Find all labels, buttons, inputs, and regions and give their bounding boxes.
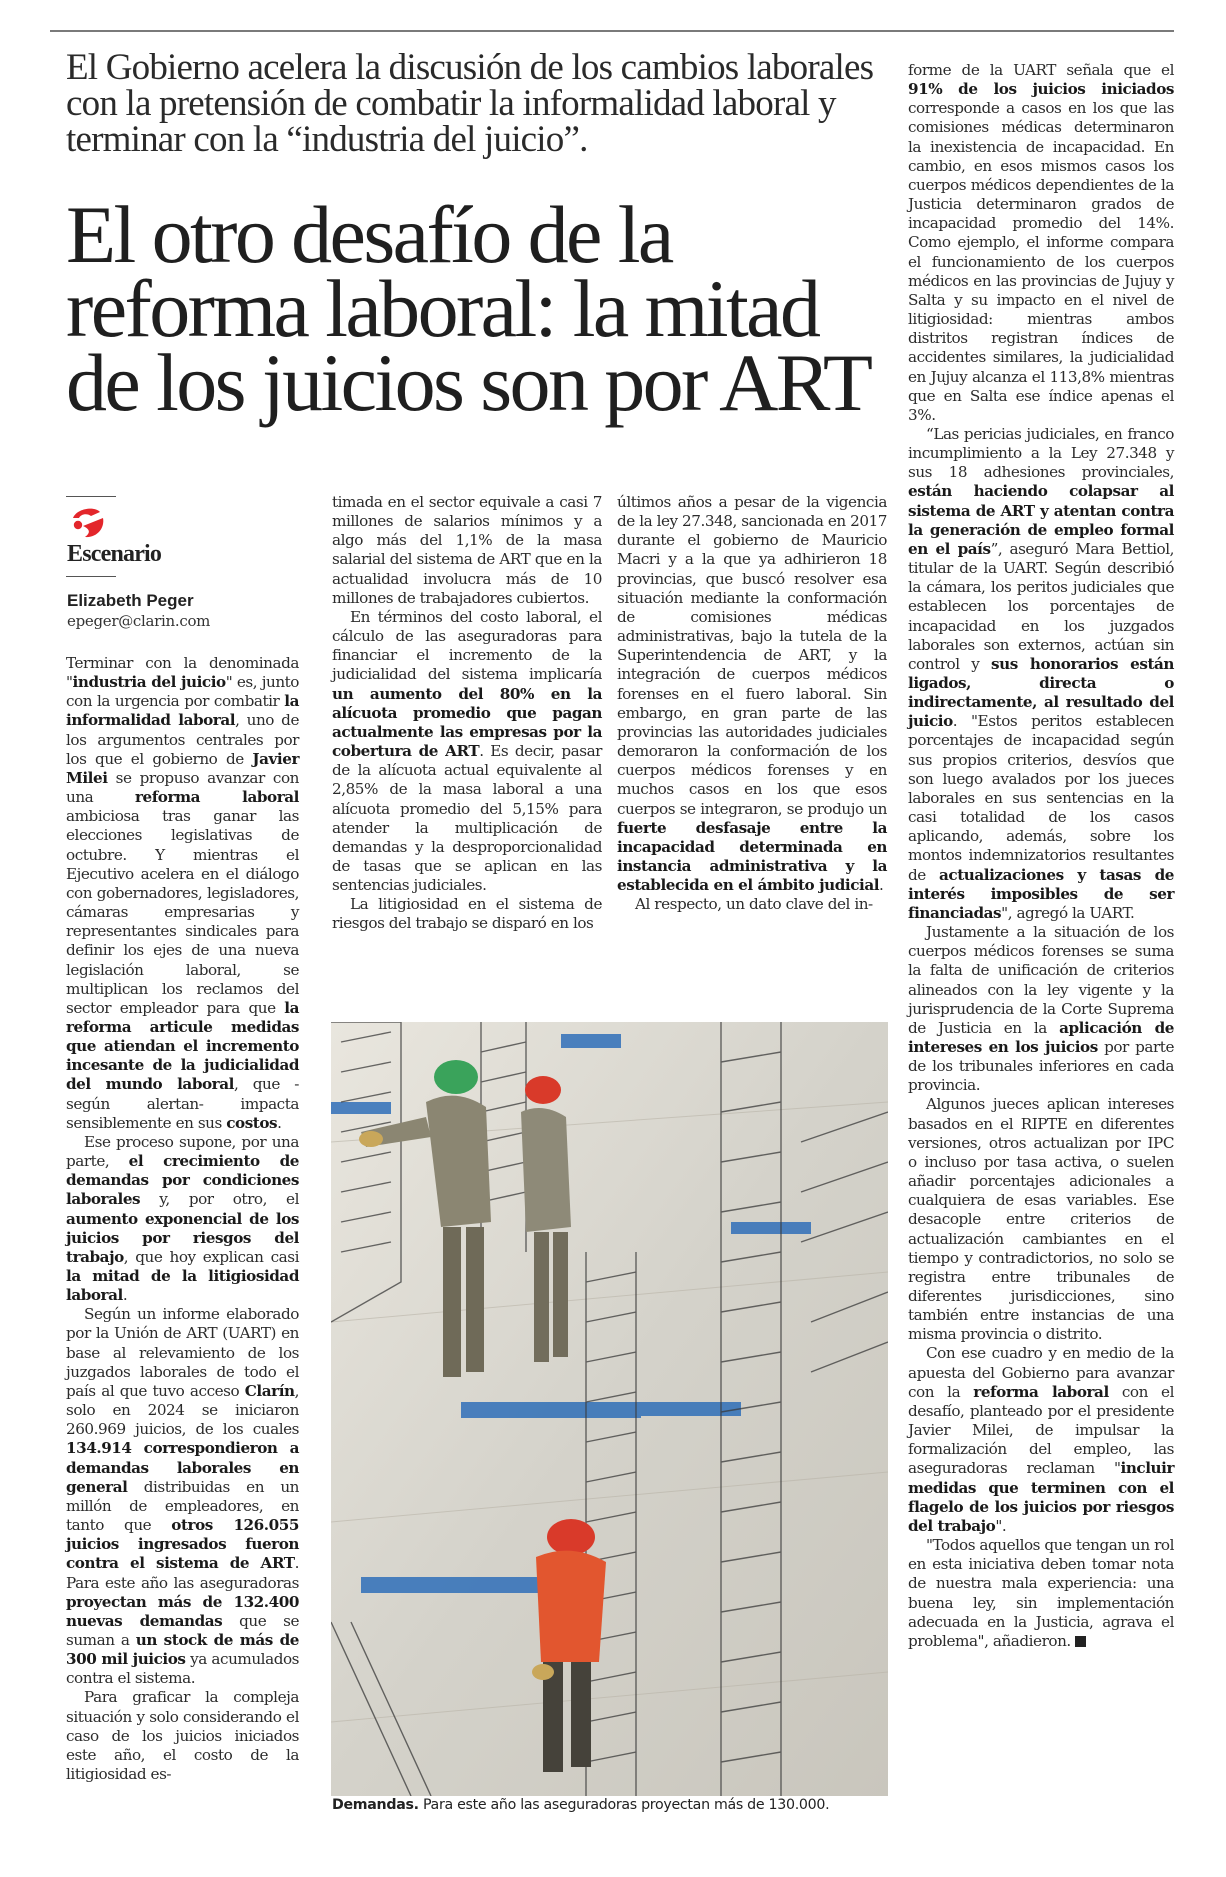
top-rule: [50, 30, 1174, 32]
body-paragraph: [617, 895, 887, 914]
body-paragraph: [66, 654, 299, 1133]
body-column-2: [332, 493, 602, 934]
body-paragraph: [66, 1305, 299, 1688]
section-label: Escenario: [67, 541, 162, 567]
clarin-escenario-logo-icon: [67, 504, 107, 544]
bold-run: otros 126.055 juicios ingresados fueron contra el sistema de ART: [66, 1516, 299, 1573]
body-column-3: [617, 493, 887, 914]
bold-run: fuerte desfasaje entre la incapacidad determinada en instancia administrativa y la establecida en el ámbito judicial: [617, 818, 887, 895]
section-rule-top: [66, 496, 116, 497]
text-run: últimos años a pesar de la vigencia de la ley 27.348, sancionada en 2017 durante el gobierno de Mauricio Macri y a la que ya adhirieron 18 provincias, que buscó resolver esa situación mediante la conformación de comisiones médicas administrativas, bajo la tutela de la Superintendencia de ART, y la integración de cuerpos médicos forenses en el fuero laboral. Sin embargo, en gran parte de las provincias las autoridades judiciales demoraron la conformación de los cuerpos médicos forenses y en muchos casos en los que esos cuerpos se integraron, se produjo un: [617, 493, 887, 818]
text-run: Al respecto, un dato clave del in-: [635, 895, 873, 914]
article-photo-construction-workers: [331, 1022, 888, 1796]
body-paragraph: [332, 895, 602, 933]
text-run: que se suman a: [66, 1611, 300, 1649]
bold-run: el crecimiento de demandas por condiciones laborales: [66, 1152, 299, 1209]
bold-run: actualizaciones y tasas de interés imposibles de ser financiadas: [908, 865, 1174, 922]
text-run: distribuidas en un millón de empleadores, en tanto que: [66, 1477, 299, 1535]
text-run: .: [122, 1286, 128, 1305]
section-rule-bottom: [66, 576, 116, 577]
body-paragraph: [66, 1688, 299, 1784]
text-run: En términos del costo laboral, el cálculo de las aseguradoras para financiar el incremento de la judicialidad del sistema implicaría: [332, 607, 602, 684]
text-run: ", agregó la UART.: [1001, 903, 1135, 922]
body-paragraph: [332, 493, 602, 608]
text-run: corresponde a casos en los que las comisiones médicas determinaron la inexistencia de incapacidad. En cambio, en esos mismos casos los cuerpos médicos dependientes de la Justicia determinaron grados de incapacidad promedio del 14%. Como ejemplo, el informe compara el funcionamiento de los cuerpos médicos en las provincias de Jujuy y Salta y su impacto en el nivel de litigiosidad: mientras ambos distritos registran índices de accidentes similares, la judicialidad en Jujuy alcanza el 113,8% mientras que en Salta ese índice apenas el 3%.: [908, 99, 1174, 424]
bold-run: la reforma articule medidas que atiendan el incremento incesante de la judicialidad del mundo laboral: [66, 998, 299, 1094]
text-run: " es, junto con la urgencia por combatir: [66, 673, 299, 711]
text-run: , que hoy explican casi: [123, 1247, 299, 1266]
bold-run: industria del juicio: [72, 673, 226, 692]
text-run: Algunos jueces aplican intereses basados en el RIPTE en diferentes versiones, otros actualizan por IPC o incluso por tasa activa, o suelen añadir porcentajes adicionales a cualquiera de esas variables. Ese desacople entre criterios de actualización cambiantes en el tiempo y contradictorios, no solo se registra entre tribunales de diferentes jurisdicciones, sino también entre instancias de una misma provincia o distrito.: [908, 1095, 1174, 1344]
body-column-4: [908, 61, 1174, 1651]
bold-run: reforma laboral: [134, 788, 299, 807]
bold-run: proyectan más de 132.400 nuevas demandas: [66, 1592, 299, 1630]
bold-run: 134.914 correspondieron a demandas laborales en general: [66, 1439, 299, 1496]
text-run: , uno de los argumentos centrales por los que el gobierno de: [66, 711, 299, 768]
bold-run: Javier Milei: [66, 749, 299, 787]
body-paragraph: [908, 425, 1174, 923]
author-name: Elizabeth Peger: [67, 591, 194, 610]
text-run: timada en el sector equivale a casi 7 millones de salarios mínimos y a algo más del 1,1% de la masa salarial del sistema de ART que en la actualidad involucra más de 10 millones de trabajadores cubiertos.: [332, 493, 602, 607]
text-run: . Para este año las aseguradoras: [66, 1554, 299, 1592]
text-run: , que -según alertan- impacta sensiblemente en sus: [66, 1075, 299, 1132]
body-paragraph: [908, 1095, 1174, 1344]
bold-run: 91% de los juicios iniciados: [908, 80, 1174, 99]
text-run: "Todos aquellos que tengan un rol en esta iniciativa deben tomar nota de nuestra mala experiencia: una buena ley, sin implementación adecuada en la Justicia, agrava el problema", añadieron.: [908, 1536, 1174, 1650]
text-run: .: [277, 1113, 282, 1132]
text-run: se propuso avanzar con una: [66, 768, 299, 807]
body-paragraph: [908, 61, 1174, 425]
caption-bold: Demandas.: [332, 1797, 419, 1813]
text-run: Ese proceso supone, por una parte,: [66, 1132, 299, 1171]
caption-text: Para este año las aseguradoras proyectan más de 130.000.: [418, 1797, 830, 1813]
text-run: Terminar con la denominada ": [66, 654, 299, 692]
body-paragraph: [332, 608, 602, 895]
bold-run: la mitad de la litigiosidad laboral: [66, 1267, 299, 1305]
body-paragraph: [617, 493, 887, 895]
bold-run: aplicación de intereses en los juicios: [908, 1018, 1174, 1056]
text-run: ambiciosa tras ganar las elecciones legislativas de octubre. Y mientras el Ejecutivo acelera en el diálogo con gobernadores, legisladores, cámaras empresarias y representantes sindicales para definir los ejes de una nueva legislación laboral, se multiplican los reclamos del sector empleador para que: [66, 807, 299, 1017]
bold-run: reforma laboral: [973, 1382, 1109, 1401]
text-run: Justamente a la situación de los cuerpos médicos forenses se suma la falta de unificación de criterios alineados con la ley vigente y la jurisprudencia de la Corte Suprema de Justicia en la: [908, 923, 1174, 1037]
bold-run: incluir medidas que terminen con el flagelo de los juicios por riesgos del trabajo: [908, 1459, 1174, 1535]
end-of-article-mark: [1075, 1636, 1086, 1647]
text-run: forme de la UART señala que el: [908, 61, 1174, 79]
text-run: , solo en 2024 se iniciaron 260.969 juicios, de los cuales: [66, 1381, 299, 1439]
text-run: y, por otro, el: [140, 1190, 299, 1209]
bold-run: costos: [226, 1113, 278, 1132]
bold-run: sus honorarios están ligados, directa o indirectamente, al resultado del juicio: [908, 654, 1174, 731]
bold-run: la informalidad laboral: [66, 692, 299, 730]
text-run: . "Estos peritos establecen porcentajes de incapacidad según sus propios criterios, desvíos que son luego avalados por los jueces laborales en sus sentencias en la casi totalidad de los casos aplicando, además, sobre los montos indemnizatorios resultantes de: [908, 712, 1174, 884]
text-run: por parte de los tribunales inferiores en cada provincia.: [908, 1037, 1174, 1095]
text-run: Para graficar la compleja situación y solo considerando el caso de los juicios iniciados este año, el costo de la litigiosidad es-: [66, 1688, 299, 1784]
text-run: .: [879, 876, 884, 895]
article-headline: [66, 189, 896, 428]
text-run: . Es decir, pasar de la alícuota actual equivalente al 2,85% de la masa laboral a una alícuota promedio del 5,15% para atender la multiplicación de demandas y la desproporcionalidad de tasas que se aplican en las sentencias judiciales.: [332, 742, 602, 895]
headline-line: El otro desafío de la: [66, 189, 672, 280]
bold-run: están haciendo colapsar al sistema de ART y atentan contra la generación de empleo formal en el país: [908, 482, 1174, 558]
text-run: Según un informe elaborado por la Unión de ART (UART) en base al relevamiento de los juzgados laborales de todo el país al que tuvo acceso: [66, 1305, 299, 1400]
author-email[interactable]: epeger@clarin.com: [67, 612, 211, 630]
text-run: La litigiosidad en el sistema de riesgos del trabajo se disparó en los: [332, 895, 602, 933]
text-run: “Las pericias judiciales, en franco incumplimiento a la Ley 27.348 y sus 18 adhesiones provinciales,: [908, 424, 1174, 482]
photo-caption: [332, 1797, 892, 1813]
text-run: ".: [995, 1516, 1007, 1535]
body-column-1: [66, 654, 299, 1784]
bold-run: un stock de más de 300 mil juicios: [66, 1630, 299, 1669]
body-paragraph: [908, 1536, 1174, 1651]
body-paragraph: [908, 1344, 1174, 1536]
body-paragraph: [908, 923, 1174, 1095]
bold-run: un aumento del 80% en la alícuota promedio que pagan actualmente las empresas por la cobertura de ART: [332, 684, 602, 761]
bold-run: Clarín: [244, 1381, 295, 1400]
article-kicker: El Gobierno acelera la discusión de los cambios laborales con la pretensión de combatir la informalidad laboral y terminar con la “industria del juicio”.: [66, 47, 874, 160]
text-run: Con ese cuadro y en medio de la apuesta del Gobierno para avanzar con la: [908, 1344, 1174, 1401]
headline-line: reforma laboral: la mitad: [66, 263, 819, 354]
text-run: con el desafío, planteado por el presidente Javier Milei, de impulsar la formalización del empleo, las aseguradoras reclaman ": [908, 1382, 1174, 1478]
text-run: ya acumulados contra el sistema.: [66, 1650, 300, 1688]
headline-line: de los juicios son por ART: [66, 337, 871, 428]
bold-run: aumento exponencial de los juicios por riesgos del trabajo: [66, 1209, 299, 1266]
body-paragraph: [66, 1133, 299, 1305]
text-run: ”, aseguró Mara Bettiol, titular de la UART. Según describió la cámara, los peritos judiciales que establecen los porcentajes de incapacidad en los juzgados laborales son externos, actúan sin control y: [908, 539, 1174, 673]
photo-illustration: [331, 1022, 888, 1796]
